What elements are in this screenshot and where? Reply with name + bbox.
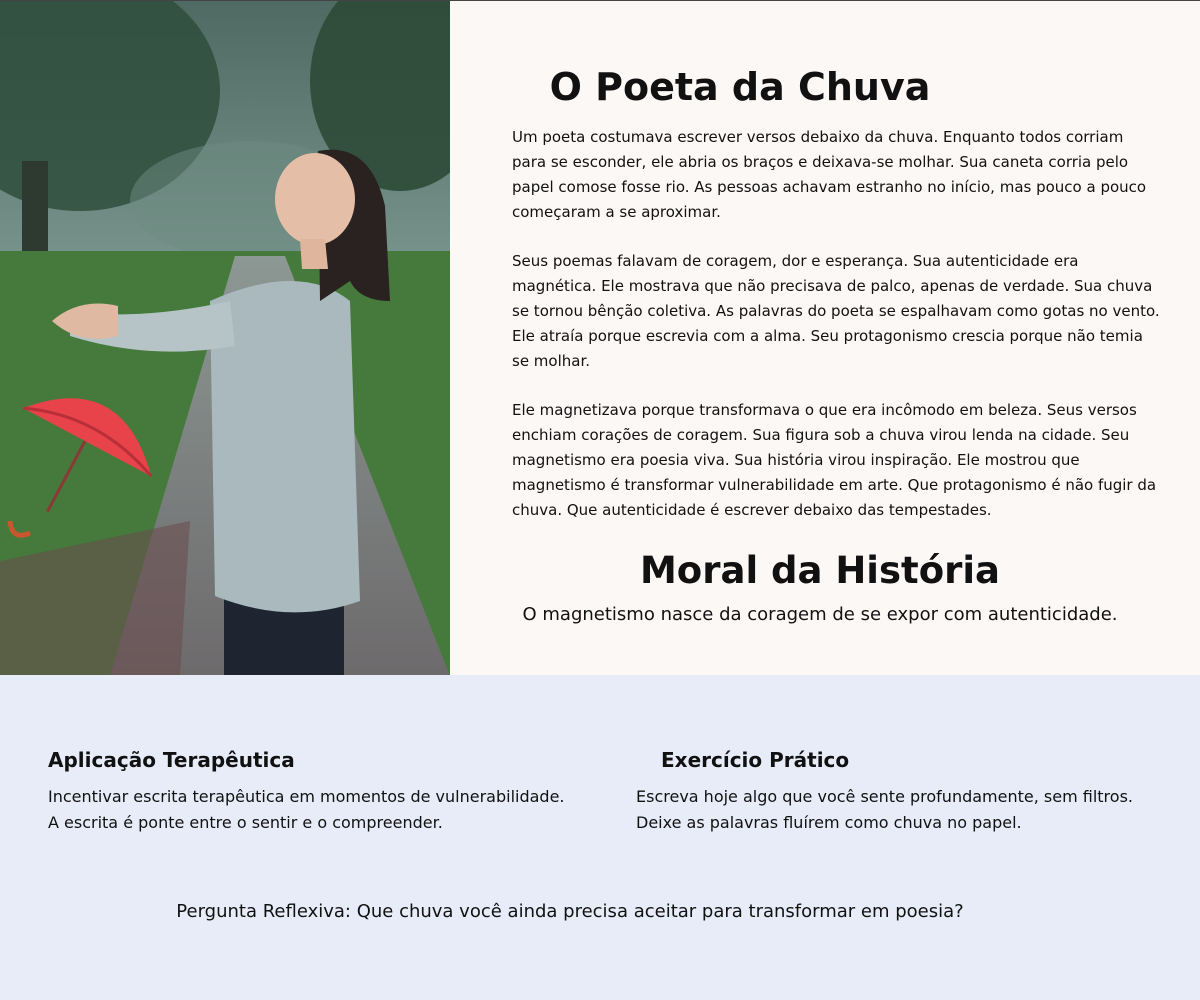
exercise-title: Exercício Prático xyxy=(661,748,850,772)
story-paragraph: Ele magnetizava porque transformava o que era incômodo em beleza. Seus versos enchiam corações de coragem. Sua figura sob a chuva virou lenda na cidade. Seu magnetismo era poesia viva. Sua história virou inspiração. Ele mostrou que magnetismo é transformar vulnerabilidade em arte. Que protagonismo é não fugir da chuva. Que autenticidade é escrever debaixo das tempestades. xyxy=(512,401,1157,519)
therapeutic-line: Incentivar escrita terapêutica em momentos de vulnerabilidade. xyxy=(48,787,565,806)
reflective-question: Pergunta Reflexiva: Que chuva você ainda precisa aceitar para transformar em poesia? xyxy=(176,901,964,922)
therapeutic-title: Aplicação Terapêutica xyxy=(48,748,295,772)
moral-title: Moral da História xyxy=(639,549,1001,592)
moral-text: O magnetismo nasce da coragem de se expor com autenticidade. xyxy=(522,604,1118,625)
story-paragraph: Seus poemas falavam de coragem, dor e esperança. Sua autenticidade era magnética. Ele mostrava que não precisava de palco, apenas de verdade. Sua chuva se tornou bênção coletiva. As palavras do poeta se espalhavam como gotas no vento. Ele atraía porque escrevia com a alma. Seu protagonismo crescia porque não temia se molhar. xyxy=(512,252,1160,370)
reflection-section xyxy=(0,675,1200,1000)
rain-photo xyxy=(0,1,450,676)
story-title: O Poeta da Chuva xyxy=(549,65,931,109)
story-paragraph: Um poeta costumava escrever versos debaixo da chuva. Enquanto todos corriam para se esconder, ele abria os braços e deixava-se molhar. Sua caneta corria pelo papel comose fosse rio. As pessoas achavam estranho no início, mas pouco a pouco começaram a se aproximar. xyxy=(512,128,1147,221)
therapeutic-line: A escrita é ponte entre o sentir e o compreender. xyxy=(48,813,443,832)
woman-in-rain-illustration xyxy=(0,1,450,676)
exercise-line: Deixe as palavras fluírem como chuva no papel. xyxy=(636,813,1022,832)
story-body xyxy=(512,125,1162,547)
exercise-line: Escreva hoje algo que você sente profundamente, sem filtros. xyxy=(636,787,1133,806)
